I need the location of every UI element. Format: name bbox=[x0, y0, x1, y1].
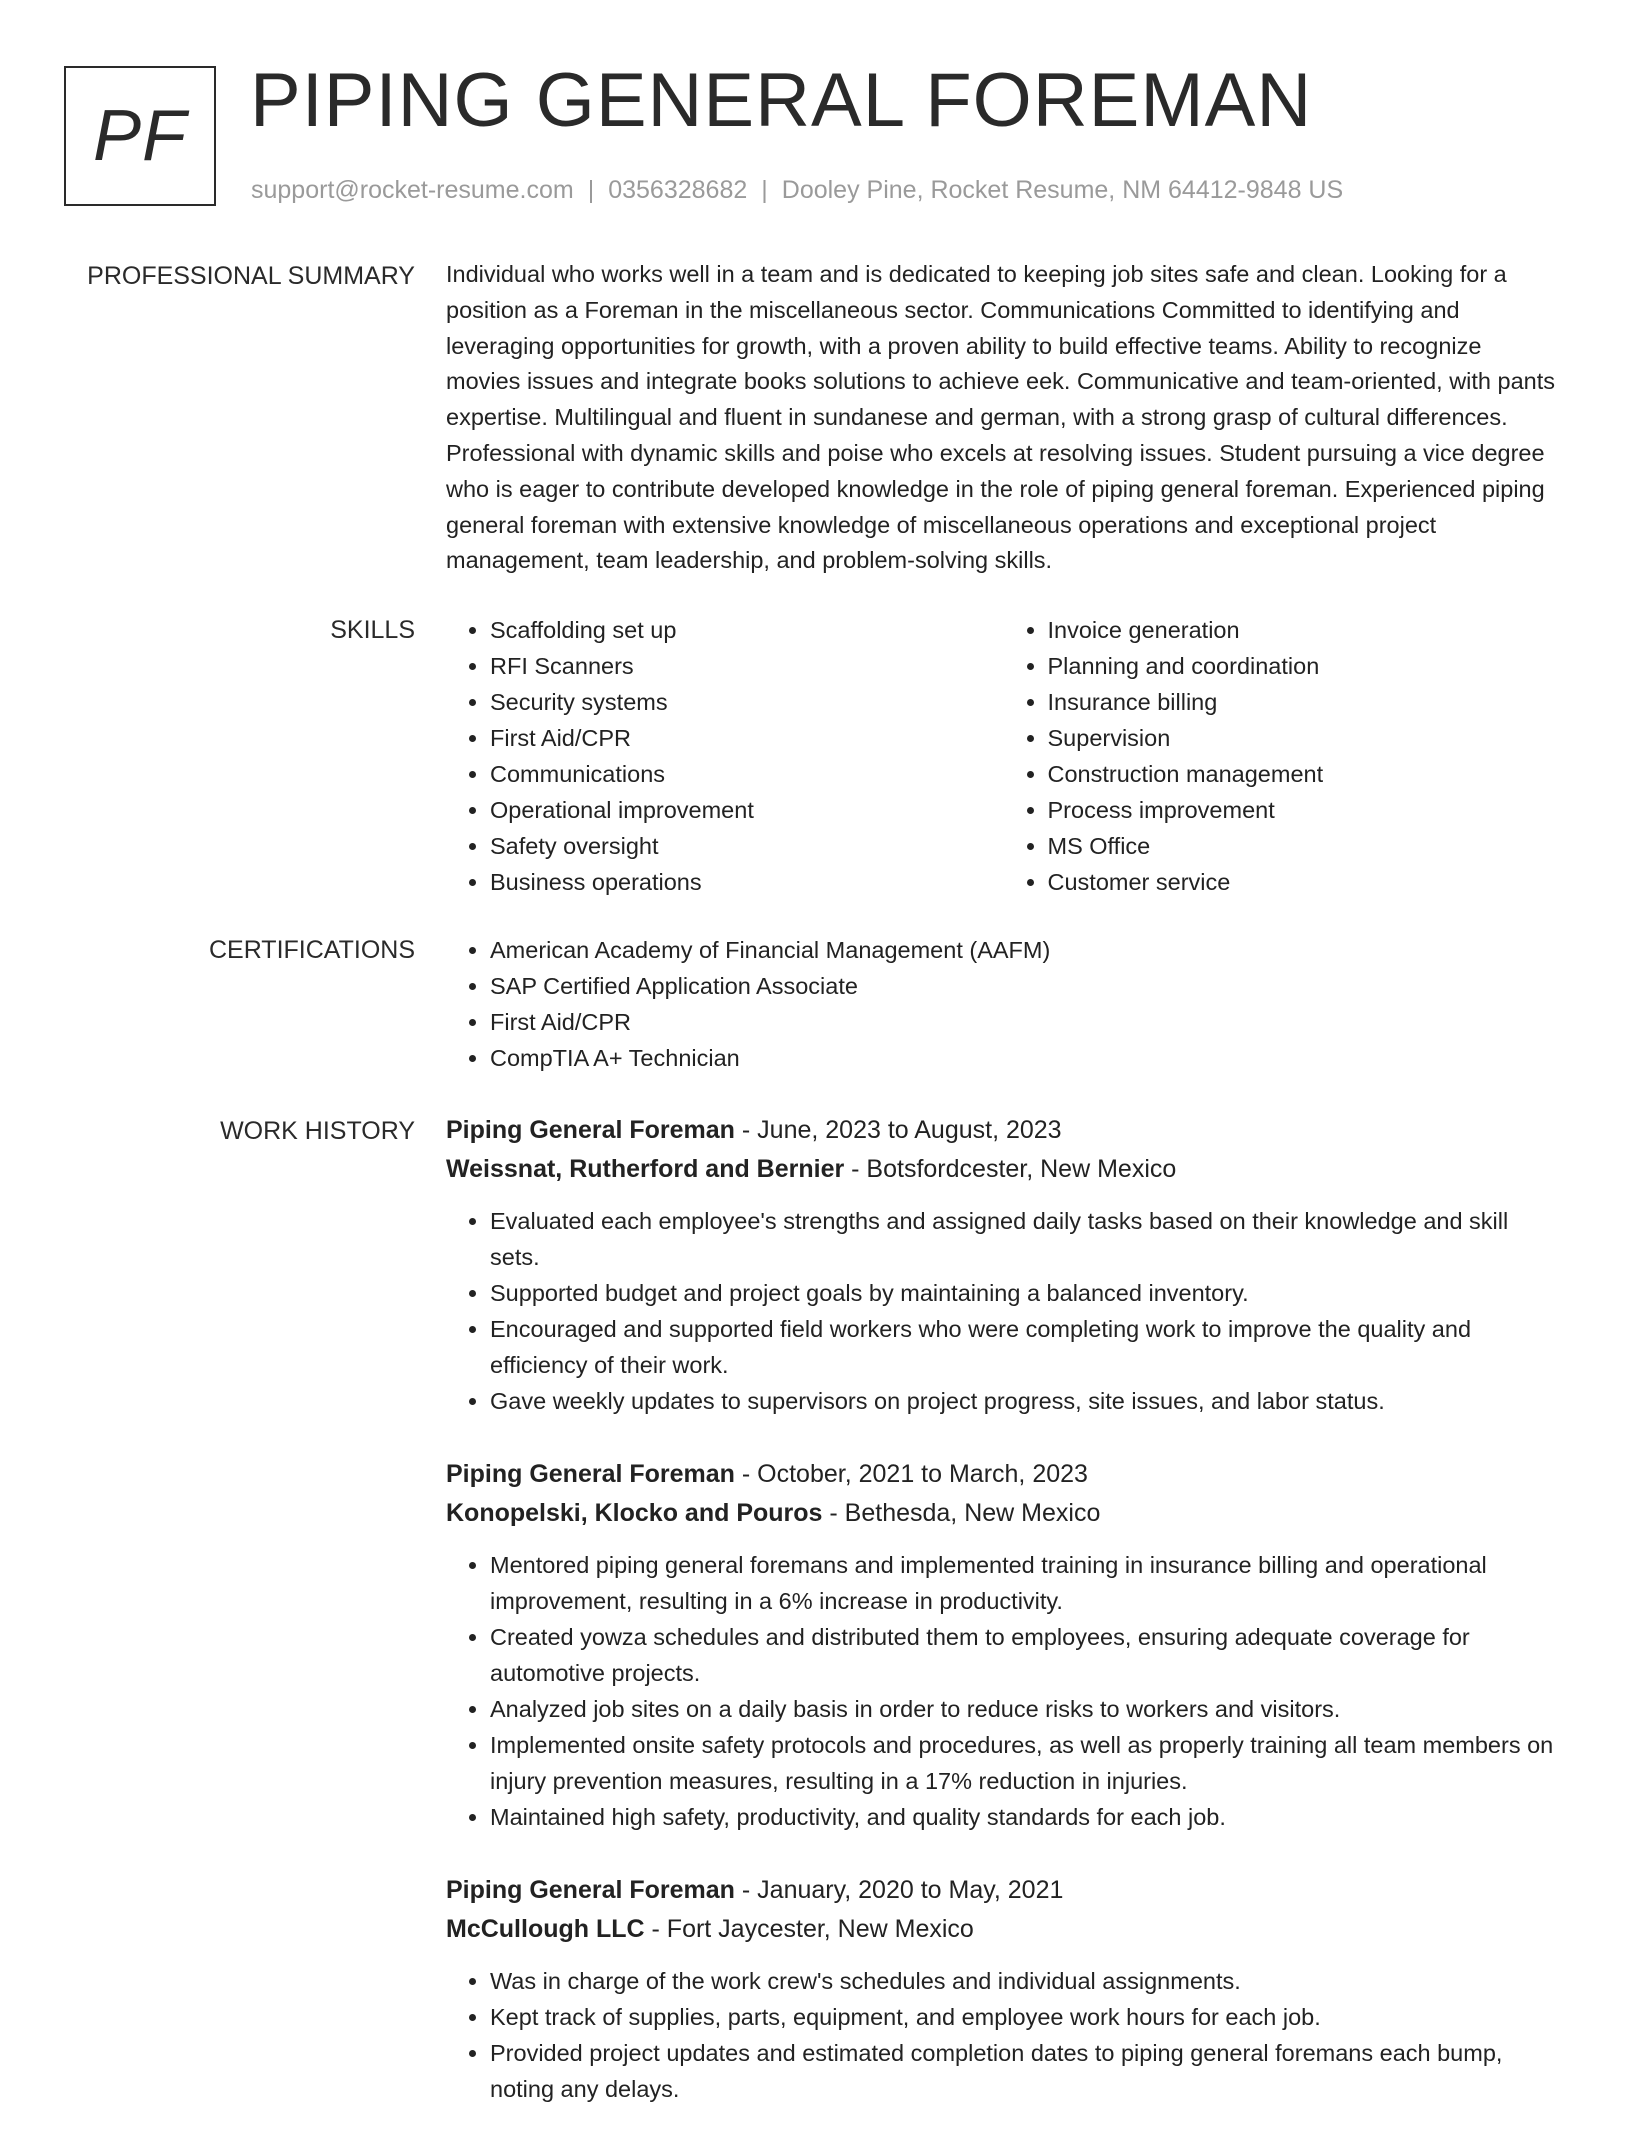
job-role: Piping General Foreman bbox=[446, 1116, 735, 1144]
skills-list-left bbox=[446, 612, 1004, 900]
job-bullet: • Created yowza schedules and distributed them to employees, ensuring adequate coverage for automotive projects. bbox=[490, 1619, 1561, 1691]
contact-phone[interactable]: 0356328682 bbox=[608, 176, 748, 204]
job-bullet: • Analyzed job sites on a daily basis in order to reduce risks to workers and visitors. bbox=[490, 1691, 1561, 1727]
monogram-initials: PF bbox=[92, 96, 187, 176]
contact-separator: | bbox=[587, 176, 595, 204]
list-item: • First Aid/CPR bbox=[490, 720, 1004, 756]
job-role: Piping General Foreman bbox=[446, 1876, 735, 1904]
job-bullet: • Provided project updates and estimated completion dates to piping general foremans each bump, noting any delays. bbox=[490, 2035, 1561, 2107]
job-bullets bbox=[446, 1203, 1561, 1419]
job-dates: - January, 2020 to May, 2021 bbox=[734, 1876, 1064, 1904]
list-item: • Process improvement bbox=[1048, 792, 1562, 828]
list-item: • SAP Certified Application Associate bbox=[490, 968, 1561, 1004]
contact-address: Dooley Pine, Rocket Resume, NM 64412-9848 US bbox=[781, 176, 1344, 204]
resume-name: PIPING GENERAL FOREMAN bbox=[250, 58, 1313, 143]
job-company: Weissnat, Rutherford and Bernier bbox=[446, 1155, 845, 1183]
job-bullet: • Evaluated each employee's strengths and assigned daily tasks based on their knowledge and skill sets. bbox=[490, 1203, 1561, 1275]
job-title-line bbox=[446, 1111, 1561, 1150]
job-entry bbox=[446, 1455, 1561, 1835]
certifications-heading: CERTIFICATIONS bbox=[208, 936, 415, 964]
list-item: • Safety oversight bbox=[490, 828, 1004, 864]
job-bullets bbox=[446, 1547, 1561, 1835]
certifications-body bbox=[446, 932, 1561, 1076]
list-item: • Invoice generation bbox=[1048, 612, 1562, 648]
job-bullet: • Implemented onsite safety protocols and procedures, as well as properly training all team members on injury prevention measures, resulting in a 17% reduction in injuries. bbox=[490, 1727, 1561, 1799]
list-item: • Operational improvement bbox=[490, 792, 1004, 828]
list-item: • First Aid/CPR bbox=[490, 1004, 1561, 1040]
job-bullet: • Maintained high safety, productivity, and quality standards for each job. bbox=[490, 1799, 1561, 1835]
contact-separator: | bbox=[761, 176, 768, 204]
job-bullets bbox=[446, 1963, 1561, 2107]
job-company-line bbox=[446, 1494, 1561, 1533]
job-location: - Bethesda, New Mexico bbox=[822, 1499, 1101, 1527]
job-company-line bbox=[446, 1150, 1561, 1189]
job-dates: - October, 2021 to March, 2023 bbox=[734, 1460, 1088, 1488]
skills-body bbox=[446, 612, 1561, 900]
list-item: • Customer service bbox=[1048, 864, 1562, 900]
job-bullet: • Encouraged and supported field workers who were completing work to improve the quality and efficiency of their work. bbox=[490, 1311, 1561, 1383]
job-location: - Botsfordcester, New Mexico bbox=[844, 1155, 1177, 1183]
list-item: • MS Office bbox=[1048, 828, 1562, 864]
job-role: Piping General Foreman bbox=[446, 1460, 735, 1488]
job-bullet: • Supported budget and project goals by maintaining a balanced inventory. bbox=[490, 1275, 1561, 1311]
list-item: • Supervision bbox=[1048, 720, 1562, 756]
monogram-logo bbox=[64, 66, 216, 206]
job-company-line bbox=[446, 1910, 1561, 1949]
contact-line bbox=[251, 174, 1343, 206]
contact-email[interactable]: support@rocket-resume.com bbox=[251, 176, 574, 204]
job-company: Konopelski, Klocko and Pouros bbox=[446, 1499, 823, 1527]
list-item: • Insurance billing bbox=[1048, 684, 1562, 720]
work-history-body bbox=[446, 1111, 1561, 2143]
job-entry bbox=[446, 1871, 1561, 2107]
list-item: • Planning and coordination bbox=[1048, 648, 1562, 684]
certifications-list bbox=[446, 932, 1561, 1076]
list-item: • Communications bbox=[490, 756, 1004, 792]
summary-heading: PROFESSIONAL SUMMARY bbox=[87, 262, 415, 290]
list-item: • CompTIA A+ Technician bbox=[490, 1040, 1561, 1076]
job-entry bbox=[446, 1111, 1561, 1419]
job-dates: - June, 2023 to August, 2023 bbox=[734, 1116, 1062, 1144]
job-title-line bbox=[446, 1871, 1561, 1910]
job-bullet: • Was in charge of the work crew's schedules and individual assignments. bbox=[490, 1963, 1561, 1999]
list-item: • Business operations bbox=[490, 864, 1004, 900]
skills-heading: SKILLS bbox=[330, 616, 415, 644]
job-company: McCullough LLC bbox=[446, 1915, 645, 1943]
job-bullet: • Gave weekly updates to supervisors on project progress, site issues, and labor status. bbox=[490, 1383, 1561, 1419]
list-item: • Scaffolding set up bbox=[490, 612, 1004, 648]
list-item: • Security systems bbox=[490, 684, 1004, 720]
skills-list-right bbox=[1004, 612, 1562, 900]
job-bullet: • Mentored piping general foremans and implemented training in insurance billing and operational improvement, resulting in a 6% increase in productivity. bbox=[490, 1547, 1561, 1619]
job-bullet: • Kept track of supplies, parts, equipment, and employee work hours for each job. bbox=[490, 1999, 1561, 2035]
job-location: - Fort Jaycester, New Mexico bbox=[644, 1915, 974, 1943]
list-item: • Construction management bbox=[1048, 756, 1562, 792]
summary-text: Individual who works well in a team and is dedicated to keeping job sites safe and clean. Looking for a position as a Foreman in the miscellaneous sector. Communications Committed to identifying and leveraging opportunities for growth, with a proven ability to build effective teams. Ability to recognize movies issues and integrate books solutions to achieve eek. Communicative and team-oriented, with pants expertise. Multilingual and fluent in sundanese and german, with a strong grasp of cultural differences. Professional with dynamic skills and poise who excels at resolving issues. Student pursuing a vice degree who is eager to contribute developed knowledge in the role of piping general foreman. Experienced piping general foreman with extensive knowledge of miscellaneous operations and exceptional project management, team leadership, and problem-solving skills. bbox=[446, 261, 1556, 574]
work-history-heading: WORK HISTORY bbox=[220, 1117, 415, 1145]
skills-columns bbox=[446, 612, 1561, 900]
list-item: • American Academy of Financial Management (AAFM) bbox=[490, 932, 1561, 968]
list-item: • RFI Scanners bbox=[490, 648, 1004, 684]
job-title-line bbox=[446, 1455, 1561, 1494]
summary-body bbox=[446, 257, 1561, 579]
